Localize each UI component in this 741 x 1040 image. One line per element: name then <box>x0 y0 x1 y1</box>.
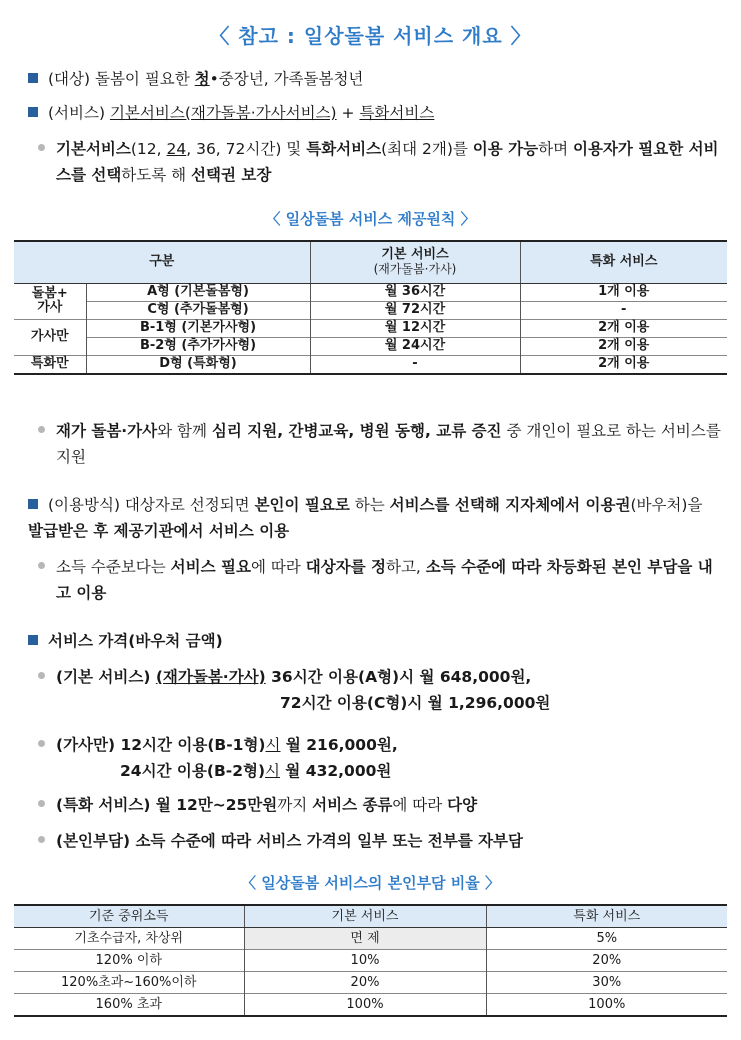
table-cell: 기초수급자, 차상위 <box>14 928 244 950</box>
text: (12, <box>130 140 167 158</box>
table-cell: B-1형 (기본가사형) <box>86 319 310 337</box>
header-special: 특화 서비스 <box>486 905 727 928</box>
text: 특화서비스 <box>306 140 382 158</box>
table-cell: 월 12시간 <box>310 319 520 337</box>
text: 24시간 이용(B-2형) <box>120 762 266 780</box>
group-label: 돌봄+ <box>31 286 68 301</box>
header-special: 특화 서비스 <box>520 241 727 283</box>
bullet-extra-services <box>56 418 726 470</box>
table-cell: 월 72시간 <box>310 301 520 319</box>
table-cell: 100% <box>244 994 486 1017</box>
text: 서비스를 선택해 지자체에서 이용권 <box>389 496 631 514</box>
header-basic-label: 기본 서비스 <box>381 247 449 263</box>
service-principle-table <box>14 240 727 375</box>
circle-bullet-icon <box>38 800 45 807</box>
circle-bullet-icon <box>38 740 45 747</box>
text: 대상자로 선정되면 <box>120 496 255 514</box>
services-basic: 기본서비스(재가돌봄·가사서비스) <box>109 104 337 122</box>
table2-title: 〈 일상돌봄 서비스의 본인부담 비율 〉 <box>241 874 500 892</box>
bullet-basic-service <box>56 136 726 188</box>
text: 시 <box>265 762 281 780</box>
text: 하는 <box>349 496 390 514</box>
text: 하며 <box>538 140 573 158</box>
text: 본인이 필요로 <box>254 496 350 514</box>
text: (이용방식) <box>48 496 120 514</box>
table-cell: 2개 이용 <box>520 337 727 355</box>
table-cell: B-2형 (추가가사형) <box>86 337 310 355</box>
text: 다양 <box>447 796 478 814</box>
group-special-only: 특화만 <box>14 355 86 374</box>
services-special: 특화서비스 <box>359 104 435 122</box>
table-cell: D형 (특화형) <box>86 355 310 374</box>
price-heading: 서비스 가격(바우처 금액) <box>48 632 223 650</box>
text: (특화 서비스) 월 12만~25만원 <box>56 796 278 814</box>
price-basic <box>56 664 726 690</box>
target-text: 돌봄이 필요한 <box>90 70 195 88</box>
text: 서비스 종류 <box>312 796 393 814</box>
square-bullet-icon <box>28 73 38 83</box>
text: 와 함께 <box>157 422 212 440</box>
header-basic <box>310 241 520 283</box>
group-housework-only: 가사만 <box>14 319 86 355</box>
services-tag: (서비스) <box>48 104 106 122</box>
text: (재가돌봄·가사) <box>155 668 266 686</box>
group-care-housework <box>14 283 86 319</box>
text: (기본 서비스) <box>56 668 156 686</box>
bullet-income <box>56 554 726 606</box>
text: 재가 돌봄·가사 <box>56 422 158 440</box>
text: 선택권 보장 <box>191 166 272 184</box>
text: 36시간 이용(A형)시 월 648,000원, <box>265 668 532 686</box>
text: (본인부담) 소득 수준에 따라 서비스 가격의 일부 또는 전부를 자부담 <box>56 832 524 850</box>
text: 하고, <box>385 558 426 576</box>
table-cell: C형 (추가돌봄형) <box>86 301 310 319</box>
table-cell: 월 24시간 <box>310 337 520 355</box>
text: 심리 지원, 간병교육, 병원 동행, 교류 증진 <box>211 422 502 440</box>
header-basic: 기본 서비스 <box>244 905 486 928</box>
text: 소득 수준보다는 <box>56 558 171 576</box>
circle-bullet-icon <box>38 836 45 843</box>
table-cell: 10% <box>244 950 486 972</box>
table-cell: 5% <box>486 928 727 950</box>
table-cell: 160% 초과 <box>14 994 244 1017</box>
target-section <box>28 68 363 90</box>
page-title: 〈 참고 : 일상돌봄 서비스 개요 〉 <box>209 24 532 48</box>
table-cell: 2개 이용 <box>520 319 727 337</box>
text: 기본서비스 <box>56 140 131 158</box>
text: 시 <box>265 736 281 754</box>
text: (바우처)을 <box>630 496 703 514</box>
header-income: 기준 중위소득 <box>14 905 244 928</box>
table-cell: 100% <box>486 994 727 1017</box>
text: 소득 수준에 따라 차등화된 본인 부담을 내고 이용 <box>56 558 713 602</box>
table-cell: 1개 이용 <box>520 283 727 301</box>
table-cell: 20% <box>244 972 486 994</box>
group-label: 가사 <box>37 300 63 315</box>
text: (가사만) 12시간 이용(B-1형) <box>56 736 266 754</box>
table-cell: 월 36시간 <box>310 283 520 301</box>
table-cell: - <box>520 301 727 319</box>
square-bullet-icon <box>28 499 38 509</box>
square-bullet-icon <box>28 107 38 117</box>
circle-bullet-icon <box>38 672 45 679</box>
price-special <box>56 792 726 818</box>
text: 까지 <box>277 796 313 814</box>
price-self-pay <box>56 828 726 854</box>
circle-bullet-icon <box>38 426 45 433</box>
table-cell: - <box>310 355 520 374</box>
header-category: 구분 <box>14 241 310 283</box>
text: 이용 가능 <box>472 140 539 158</box>
text: 에 따라 <box>250 558 306 576</box>
text: 서비스 필요 <box>170 558 251 576</box>
services-section <box>28 102 434 124</box>
text: 24 <box>166 140 187 158</box>
price-housework <box>56 732 726 758</box>
table-cell: 2개 이용 <box>520 355 727 374</box>
table-cell: A형 (기본돌봄형) <box>86 283 310 301</box>
table-cell: 20% <box>486 950 727 972</box>
text: (최대 2개)를 <box>381 140 473 158</box>
usage-section <box>28 492 718 544</box>
table-cell: 면 제 <box>244 928 486 950</box>
circle-bullet-icon <box>38 562 45 569</box>
table-cell: 120% 이하 <box>14 950 244 972</box>
target-rest: •중장년, 가족돌봄청년 <box>209 70 364 88</box>
text: 대상자를 정 <box>305 558 386 576</box>
text: 이용자가 필요한 서비스를 선택 <box>56 140 719 184</box>
price-housework-line2 <box>120 758 391 784</box>
text: 월 216,000원, <box>280 736 398 754</box>
text: 발급받은 후 제공기관에서 서비스 이용 <box>28 522 290 540</box>
text: 월 432,000원 <box>280 762 392 780</box>
text: 하도록 해 <box>121 166 192 184</box>
price-section <box>28 630 223 652</box>
header-basic-sub: (재가돌봄·가사) <box>373 262 457 277</box>
table-cell: 120%초과~160%이하 <box>14 972 244 994</box>
copay-ratio-table <box>14 904 727 1017</box>
target-tag: (대상) <box>48 70 91 88</box>
target-bold: 청 <box>194 70 210 88</box>
text: 에 따라 <box>392 796 448 814</box>
price-basic-line2: 72시간 이용(C형)시 월 1,296,000원 <box>280 694 551 712</box>
square-bullet-icon <box>28 635 38 645</box>
table1-title: 〈 일상돌봄 서비스 제공원칙 〉 <box>265 210 476 228</box>
text: , 36, 72시간) 및 <box>186 140 307 158</box>
services-plus: + <box>336 104 360 122</box>
circle-bullet-icon <box>38 144 45 151</box>
table-cell: 30% <box>486 972 727 994</box>
text: 중 개인이 필요로 하는 서비스를 지원 <box>56 422 721 466</box>
